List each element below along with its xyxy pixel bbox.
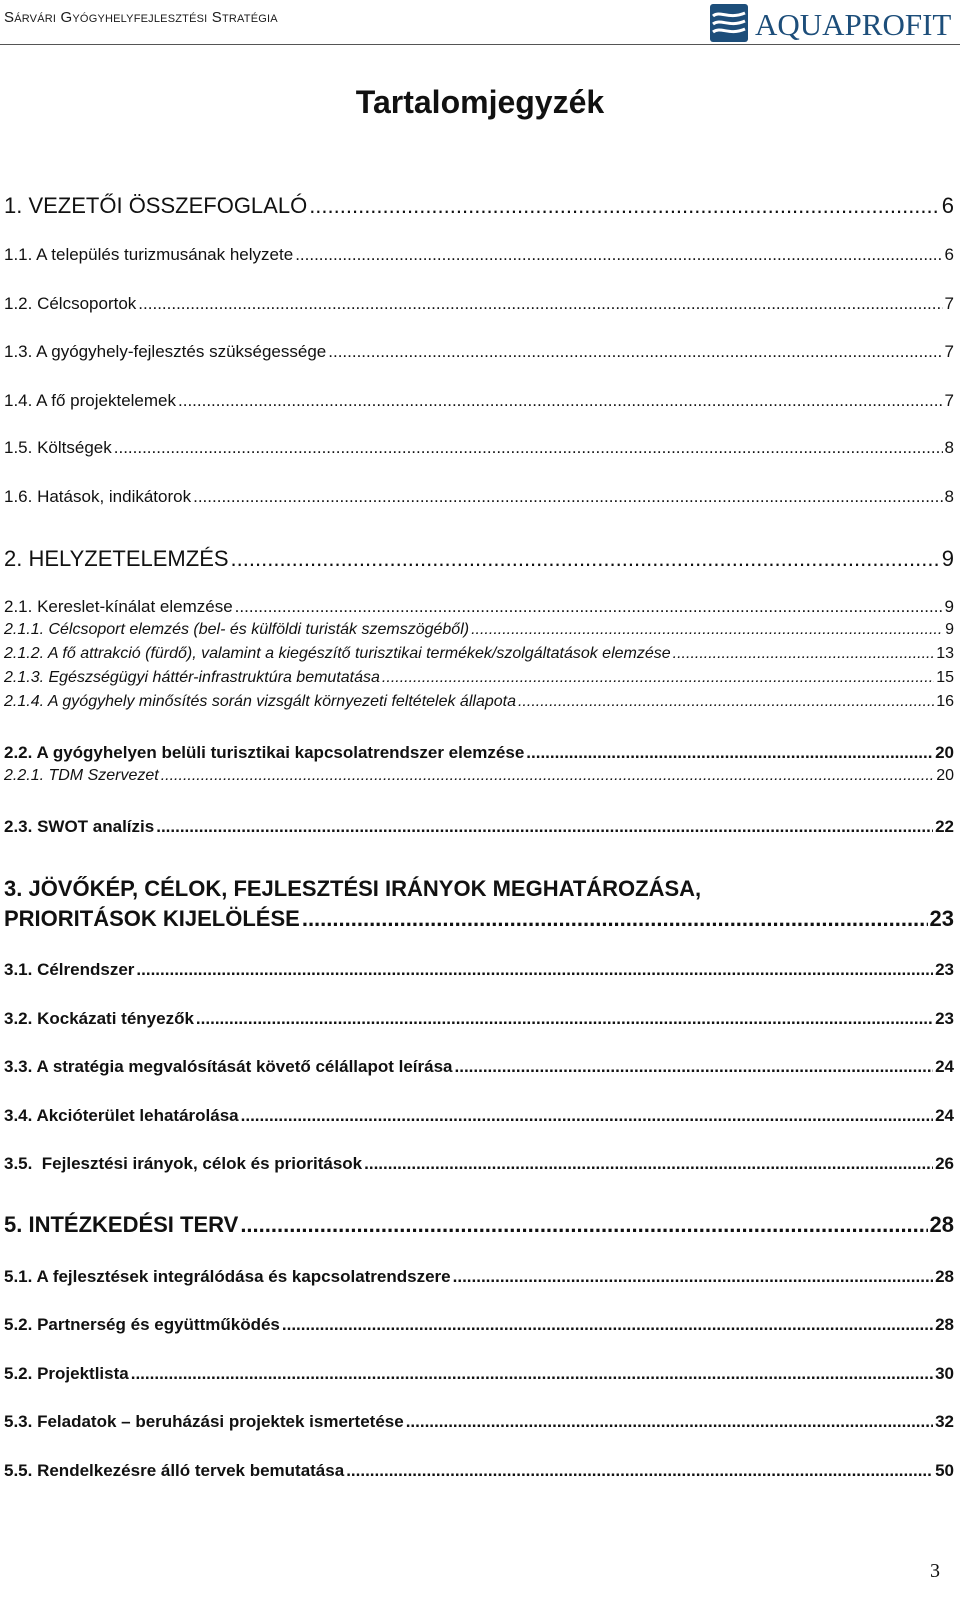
toc-entry[interactable]: 2.1.4. A gyógyhely minősítés során vizsgált környezeti feltételek állapota ..... 16: [4, 693, 954, 711]
toc-entry[interactable]: 2.1.3. Egészségügyi háttér-infrastruktúra bemutatása ..... 15: [4, 669, 954, 687]
toc-page: 23: [935, 960, 954, 979]
toc-page: 32: [935, 1412, 954, 1431]
toc-page: 23: [929, 906, 954, 931]
toc-entry[interactable]: 1.4. A fő projektelemek ..... 7: [4, 391, 954, 411]
aquaprofit-wave-logo-icon: [710, 4, 748, 42]
toc-entry[interactable]: 1.1. A település turizmusának helyzete ..... 6: [4, 245, 954, 265]
toc-page: 9: [941, 546, 954, 571]
toc-entry[interactable]: 3.4. Akcióterület lehatárolása ..... 24: [4, 1106, 954, 1126]
toc-entry[interactable]: 2.1.2. A fő attrakció (fürdő), valamint a kiegészítő turisztikai termékek/szolgáltatások elemzése ..... 13: [4, 645, 954, 663]
toc-page: 7: [944, 342, 954, 361]
toc-entry[interactable]: 5.2. Partnerség és együttműködés ..... 28: [4, 1315, 954, 1335]
toc-entry[interactable]: 1.3. A gyógyhely-fejlesztés szükségessége ..... 7: [4, 342, 954, 362]
toc-page: 9: [944, 597, 954, 616]
toc-page: 23: [935, 1009, 954, 1028]
toc-entry[interactable]: 5.2. Projektlista ..... 30: [4, 1364, 954, 1384]
toc-entry[interactable]: 2.1.1. Célcsoport elemzés (bel- és külföldi turisták szemszögéből) ..... 9: [4, 621, 954, 639]
toc-entry[interactable]: 1.2. Célcsoportok ..... 7: [4, 294, 954, 314]
toc-title: Tartalomjegyzék: [355, 84, 605, 120]
toc-entry[interactable]: PRIORITÁSOK KIJELÖLÉSE ..... 23: [4, 906, 954, 932]
toc-page: 7: [944, 294, 954, 313]
toc-entry[interactable]: 2. HELYZETELEMZÉS ..... 9: [4, 546, 954, 572]
toc-page: 28: [929, 1212, 954, 1237]
toc-entry[interactable]: 5. INTÉZKEDÉSI TERV ..... 28: [4, 1212, 954, 1238]
toc-entry[interactable]: 2.2.1. TDM Szervezet ..... 20: [4, 767, 954, 785]
toc-entry[interactable]: 3.3. A stratégia megvalósítását követő célállapot leírása ..... 24: [4, 1057, 954, 1077]
toc-page: 28: [935, 1315, 954, 1334]
aquaprofit-logo: [710, 4, 960, 42]
toc-entry[interactable]: 3.2. Kockázati tényezők ..... 23: [4, 1009, 954, 1029]
toc-page: 6: [941, 193, 954, 218]
toc-page: 9: [945, 621, 954, 638]
toc-entry[interactable]: 3.5. Fejlesztési irányok, célok és prioritások ..... 26: [4, 1154, 954, 1174]
toc-entry[interactable]: 2.1. Kereslet-kínálat elemzése ..... 9: [4, 597, 954, 617]
toc-entry[interactable]: 1.6. Hatások, indikátorok ..... 8: [4, 487, 954, 507]
toc-entry[interactable]: 5.5. Rendelkezésre álló tervek bemutatása ..... 50: [4, 1461, 954, 1481]
toc-entry-line: 3. JÖVŐKÉP, CÉLOK, FEJLESZTÉSI IRÁNYOK MEGHATÁROZÁSA,: [4, 876, 702, 901]
toc-page: 13: [936, 645, 954, 662]
toc-entry[interactable]: 3.1. Célrendszer ..... 23: [4, 960, 954, 980]
toc-page: 16: [936, 693, 954, 710]
document-title: Sárvári Gyógyhelyfejlesztési Stratégia: [4, 9, 278, 26]
toc-page: 24: [935, 1106, 954, 1125]
toc-entry[interactable]: 5.3. Feladatok – beruházási projektek ismertetése ..... 32: [4, 1412, 954, 1432]
toc-entry[interactable]: 1. VEZETŐI ÖSSZEFOGLALÓ ..... 6: [4, 193, 954, 219]
toc-entry[interactable]: 2.3. SWOT analízis ..... 22: [4, 817, 954, 837]
header-divider: [0, 44, 960, 45]
toc-page: 8: [944, 438, 954, 457]
toc-entry[interactable]: 2.2. A gyógyhelyen belüli turisztikai kapcsolatrendszer elemzése ..... 20: [4, 743, 954, 763]
toc-page: 30: [935, 1364, 954, 1383]
toc-page: 50: [935, 1461, 954, 1480]
toc-page: 7: [944, 391, 954, 410]
toc-page: 20: [936, 767, 954, 784]
toc-page: 6: [944, 245, 954, 264]
toc-page: 22: [935, 817, 954, 836]
toc-page: 26: [935, 1154, 954, 1173]
page-number: 3: [930, 1560, 940, 1582]
toc-page: 28: [935, 1267, 954, 1286]
logo-text: AQUAPROFIT: [755, 7, 952, 42]
toc-entry[interactable]: 5.1. A fejlesztések integrálódása és kapcsolatrendszere ..... 28: [4, 1267, 954, 1287]
page-header: [0, 0, 960, 46]
toc-page: 15: [936, 669, 954, 686]
toc-page: 8: [944, 487, 954, 506]
toc-page: 20: [935, 743, 954, 762]
toc-page: 24: [935, 1057, 954, 1076]
toc-entry[interactable]: 1.5. Költségek ..... 8: [4, 438, 954, 458]
